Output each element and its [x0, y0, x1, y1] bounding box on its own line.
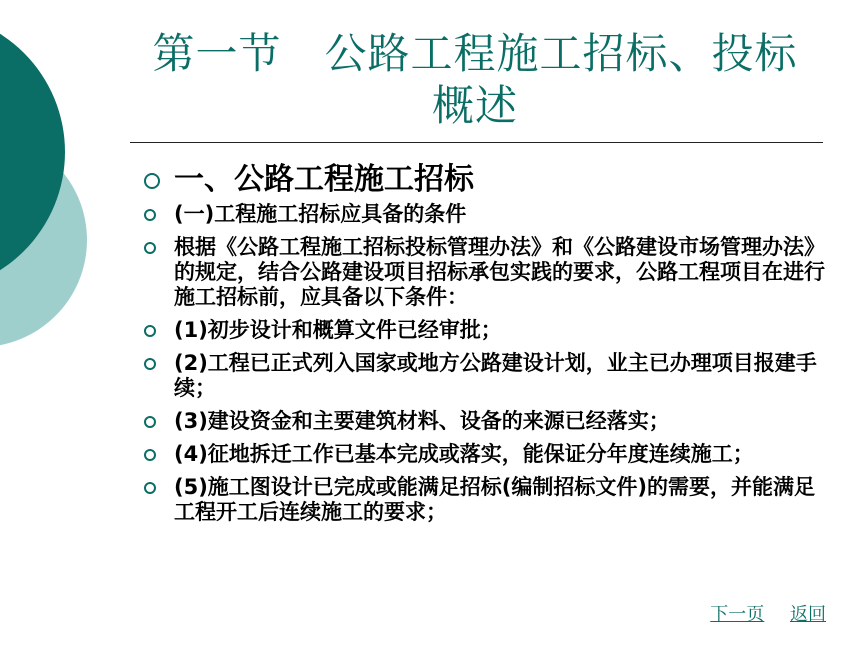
list-item-text: (3)建设资金和主要建筑材料、设备的来源已经落实； [174, 409, 670, 433]
bullet-circle-icon [144, 242, 156, 254]
back-link[interactable]: 返回 [790, 604, 826, 625]
list-item-text: (5)施工图设计已完成或能满足招标(编制招标文件)的需要，并能满足工程开工后连续施工的要求； [174, 475, 815, 524]
list-item-text: (2)工程已正式列入国家或地方公路建设计划，业主已办理项目报建手续； [174, 351, 817, 400]
list-item [140, 442, 830, 467]
bullet-circle-icon [144, 416, 156, 428]
list-item [140, 318, 830, 343]
list-item-text: (4)征地拆迁工作已基本完成或落实，能保证分年度连续施工； [174, 442, 754, 466]
title-divider [130, 142, 823, 143]
list-item [140, 235, 830, 310]
section-heading: 一、公路工程施工招标 [174, 162, 474, 197]
list-item [140, 351, 830, 401]
bullet-circle-icon [144, 482, 156, 494]
list-item [140, 409, 830, 434]
bullet-circle-icon [144, 449, 156, 461]
list-item-text: (一)工程施工招标应具备的条件 [174, 202, 467, 226]
bullet-circle-icon [144, 358, 156, 370]
list-item-text: (1)初步设计和概算文件已经审批； [174, 318, 502, 342]
bullet-circle-icon [144, 325, 156, 337]
next-page-link[interactable]: 下一页 [710, 604, 765, 625]
slide-title [135, 28, 815, 132]
list-item [140, 160, 830, 200]
title-line-1: 第一节 公路工程施工招标、投标 [152, 29, 798, 78]
list-item [140, 475, 830, 525]
list-item [140, 202, 830, 227]
nav-links [690, 600, 826, 626]
decorative-circles [0, 0, 120, 645]
bullet-circle-icon [144, 173, 160, 189]
content-list [140, 160, 830, 533]
title-line-2: 概述 [431, 81, 518, 130]
list-item-text: 根据《公路工程施工招标投标管理办法》和《公路建设市场管理办法》的规定，结合公路建设项目招标承包实践的要求，公路工程项目在进行施工招标前，应具备以下条件： [174, 235, 825, 309]
bullet-circle-icon [144, 209, 156, 221]
